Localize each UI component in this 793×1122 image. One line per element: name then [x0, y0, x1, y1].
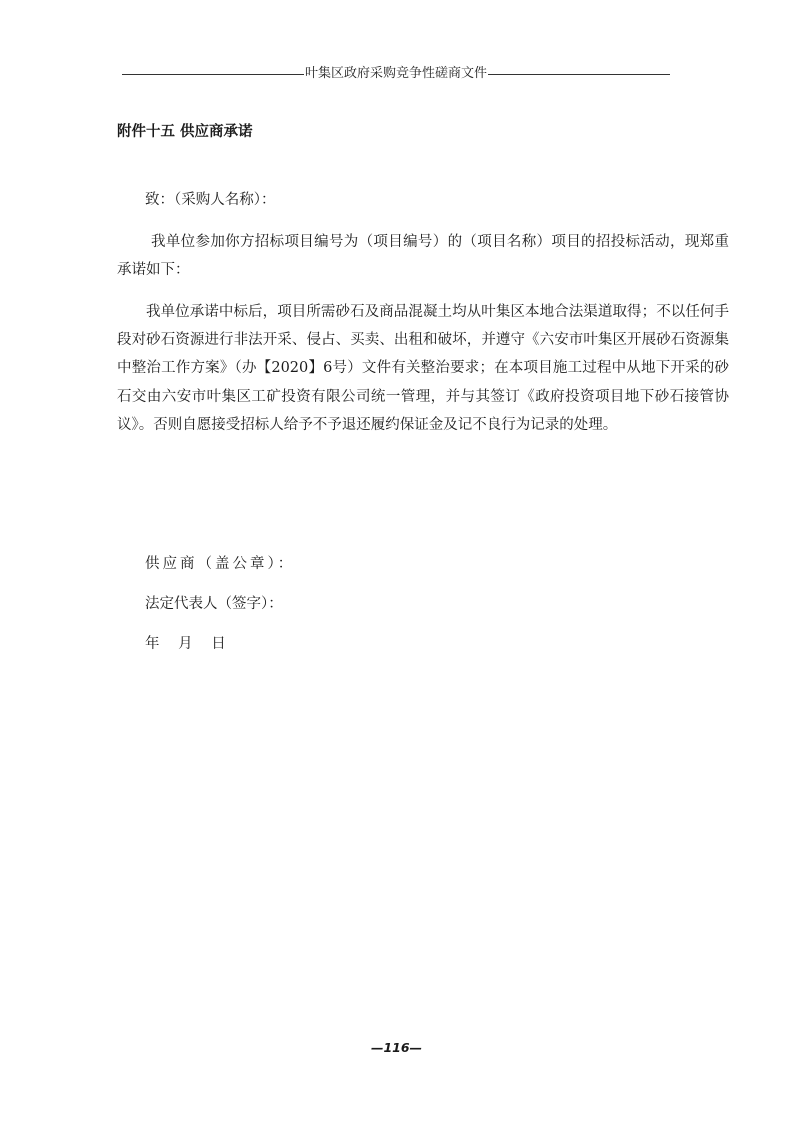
paragraph-intro: 我单位参加你方招标项目编号为（项目编号）的（项目名称）项目的招投标活动，现郑重承诺如下：: [117, 234, 729, 279]
section-title: 附件十五 供应商承诺: [117, 124, 253, 140]
header-title: 叶集区政府采购竞争性磋商文件: [305, 66, 488, 81]
page-number: —116—: [370, 1040, 423, 1055]
date-line: 年 月 日: [145, 636, 226, 652]
legal-rep-signature-line: 法定代表人（签字）：: [145, 596, 283, 612]
supplier-seal-line: 供应商（盖公章）：: [145, 556, 296, 572]
paragraph-commitment: 我单位承诺中标后，项目所需砂石及商品混凝土均从叶集区本地合法渠道取得；不以任何手段对砂石资源进行非法开采、侵占、买卖、出租和破坏，并遵守《六安市叶集区开展砂石资源集中整治工作方案》（办【2020】6号）文件有关整治要求；在本项目施工过程中从地下开采的砂石交由六安市叶集区工矿投资有限公司统一管理，并与其签订《政府投资项目地下砂石接管协议》。否则自愿接受招标人给予不予退还履约保证金及记不良行为记录的处理。: [117, 304, 729, 433]
header-rule-right: [488, 74, 670, 75]
header-rule-left: [122, 74, 304, 75]
salutation: 致：（采购人名称）：: [145, 192, 276, 208]
page-header: [122, 66, 670, 82]
